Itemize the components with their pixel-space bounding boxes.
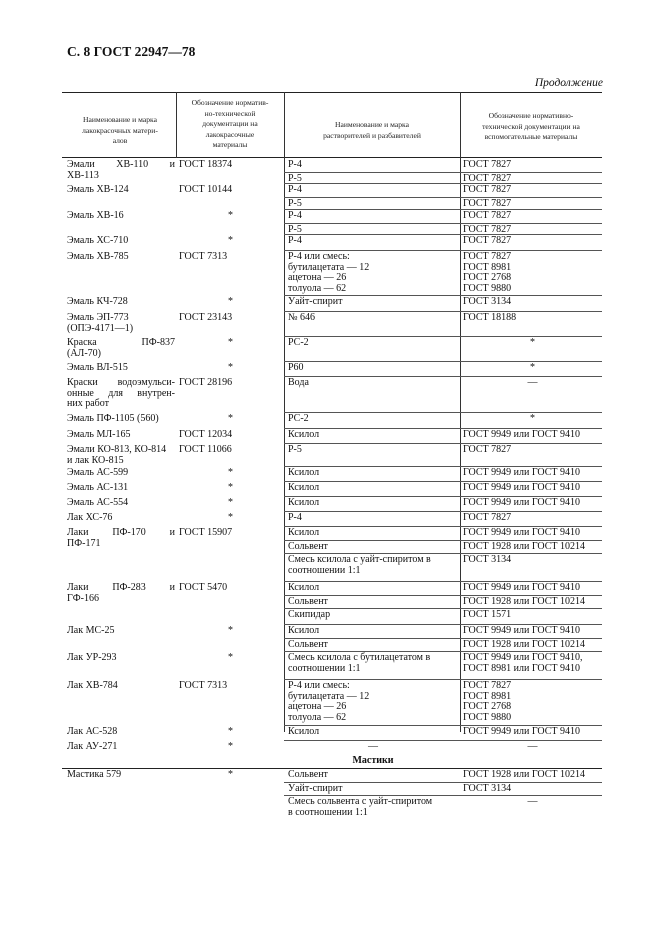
- header-material: [64, 115, 176, 147]
- solvent-name: [288, 498, 458, 509]
- header-line: растворителей и разбавителей: [323, 130, 421, 140]
- material-standard: *: [228, 512, 233, 523]
- aux-standard: [463, 160, 602, 171]
- material-name: [67, 160, 175, 181]
- aux-standard: [463, 483, 602, 494]
- material-name: [67, 430, 175, 441]
- material-standard: *: [228, 337, 233, 348]
- cell-line: —: [368, 741, 378, 752]
- cell-line: ГОСТ 9880: [463, 711, 512, 723]
- cell-line: Мастика 579: [67, 769, 122, 780]
- group-divider: [284, 197, 602, 198]
- header-line: Обозначение нормативно-: [488, 111, 574, 120]
- cell-line: ГОСТ 8981 или ГОСТ 9410: [463, 662, 581, 674]
- material-standard: ГОСТ 5470: [179, 582, 228, 593]
- cell-line: ГОСТ 9949 или ГОСТ 9410: [463, 726, 581, 737]
- row-divider: [284, 624, 602, 625]
- row-divider: [284, 740, 602, 741]
- cell-line: ГОСТ 1928 или ГОСТ 10214: [463, 540, 586, 552]
- row-divider: [284, 511, 602, 512]
- cell-line: ГОСТ 9949 или ГОСТ 9410: [463, 429, 581, 440]
- solvent-name: [288, 363, 458, 374]
- cell-line: *: [530, 413, 535, 424]
- material-standard: *: [228, 741, 233, 752]
- solvent-name: [288, 414, 458, 425]
- table-header-rule: [62, 157, 602, 158]
- row-divider: [284, 526, 602, 527]
- cell-line: ГОСТ 7827: [463, 512, 512, 523]
- cell-line: ГОСТ 1928 или ГОСТ 10214: [463, 769, 586, 780]
- cell-line: РС-2: [288, 413, 309, 424]
- cell-line: ацетона — 26: [288, 701, 347, 712]
- cell-line: Сольвент: [288, 540, 328, 552]
- cell-line: Краски водоэмульси-: [67, 377, 175, 388]
- cell-line: Лак МС-25: [67, 625, 115, 636]
- solvent-name: [288, 199, 458, 210]
- cell-line: онные для внутрен-: [67, 387, 175, 399]
- header-line: алов: [112, 136, 128, 145]
- cell-line: ГОСТ 18188: [463, 312, 517, 323]
- material-standard: *: [228, 769, 233, 780]
- cell-line: Эмали ХВ-110 и: [67, 159, 175, 170]
- row-divider: [284, 311, 602, 312]
- aux-standard: [463, 784, 602, 795]
- cell-line: ГОСТ 1928 или ГОСТ 10214: [463, 595, 586, 607]
- header-line: но-технической: [204, 108, 256, 118]
- header-solvent: [284, 120, 460, 141]
- row-divider: [284, 725, 602, 726]
- cell-line: ГОСТ 3134: [463, 782, 512, 794]
- cell-line: —: [527, 796, 538, 807]
- cell-line: ГОСТ 1928 или ГОСТ 10214: [463, 638, 586, 650]
- material-standard: ГОСТ 28196: [179, 377, 233, 388]
- row-divider: [284, 581, 602, 582]
- cell-line: Эмаль МЛ-165: [67, 429, 131, 440]
- cell-line: ГОСТ 7827: [463, 210, 512, 221]
- row-divider: [284, 679, 602, 680]
- aux-standard: [463, 727, 602, 738]
- cell-line: Смесь ксилола с бутилацетатом в: [288, 652, 431, 663]
- material-name: [67, 414, 175, 425]
- solvent-name: [288, 252, 458, 294]
- cell-line: Уайт-спирит: [288, 296, 343, 307]
- material-standard: *: [228, 482, 233, 493]
- cell-line: Эмаль АС-131: [67, 482, 129, 493]
- header-material-doc: [176, 98, 284, 151]
- cell-line: Лак ХС-76: [67, 512, 113, 523]
- cell-line: Лак АС-528: [67, 726, 118, 737]
- material-standard: *: [228, 362, 233, 373]
- header-line: Наименование и марка: [334, 120, 410, 129]
- aux-standard: [463, 610, 602, 621]
- row-divider: [284, 466, 602, 467]
- cell-line: ГОСТ 9949 или ГОСТ 9410: [463, 625, 581, 636]
- group-divider: [284, 782, 602, 783]
- cell-line: ГОСТ 7827: [463, 444, 512, 455]
- cell-line: ГОСТ 1571: [463, 609, 512, 620]
- material-name: [67, 626, 175, 637]
- cell-line: ГОСТ 3134: [463, 554, 512, 565]
- cell-line: Ксилол: [288, 497, 320, 508]
- group-divider: [284, 553, 602, 554]
- aux-standard: [463, 211, 602, 222]
- aux-standard: [463, 513, 602, 524]
- aux-standard: [463, 555, 602, 566]
- cell-line: Эмаль АС-554: [67, 497, 129, 508]
- row-divider: [284, 361, 602, 362]
- aux-standard: [463, 313, 602, 324]
- header-line: Обозначение норматив-: [191, 98, 269, 107]
- cell-line: Эмаль ХВ-124: [67, 184, 129, 195]
- material-name: [67, 653, 175, 664]
- material-name: [67, 363, 175, 374]
- aux-standard: [463, 681, 602, 723]
- cell-line: ПФ-171: [67, 537, 101, 549]
- aux-standard: [463, 468, 602, 479]
- material-name: [67, 185, 175, 196]
- cell-line: Р-5: [288, 223, 302, 235]
- cell-line: Р60: [288, 362, 304, 373]
- material-name: [67, 528, 175, 549]
- header-line: лакокрасочные: [205, 129, 255, 139]
- solvent-name: [288, 468, 458, 479]
- cell-line: Эмаль ХС-710: [67, 235, 129, 246]
- cell-line: № 646: [288, 312, 316, 323]
- cell-line: ГОСТ 9949 или ГОСТ 9410: [463, 467, 581, 478]
- cell-line: Р-4: [288, 159, 302, 170]
- material-name: [67, 338, 175, 359]
- material-standard: ГОСТ 12034: [179, 429, 233, 440]
- material-standard: *: [228, 413, 233, 424]
- material-name: [67, 727, 175, 738]
- cell-line: Ксилол: [288, 582, 320, 593]
- material-standard: *: [228, 235, 233, 246]
- aux-standard: [463, 363, 602, 374]
- cell-line: Р-4: [288, 210, 302, 221]
- solvent-name: [288, 542, 458, 553]
- page-header: С. 8 ГОСТ 22947—78: [67, 44, 196, 59]
- cell-line: ГОСТ 3134: [463, 296, 512, 307]
- solvent-name: [288, 784, 458, 795]
- cell-line: Краска ПФ-837: [67, 337, 175, 348]
- cell-line: Ксилол: [288, 467, 320, 478]
- aux-standard: [463, 597, 602, 608]
- material-standard: ГОСТ 7313: [179, 680, 228, 691]
- aux-standard: [463, 742, 602, 753]
- cell-line: ГОСТ 9949 или ГОСТ 9410: [463, 527, 581, 538]
- group-divider: [284, 608, 602, 609]
- material-standard: ГОСТ 10144: [179, 184, 233, 195]
- cell-line: Ксилол: [288, 625, 320, 636]
- cell-line: *: [530, 337, 535, 348]
- solvent-name: [288, 445, 458, 456]
- cell-line: Р-4: [288, 512, 302, 523]
- solvent-name: [288, 653, 458, 674]
- cell-line: ХВ-113: [67, 169, 99, 181]
- header-line: лакокрасочных матери-: [82, 125, 158, 135]
- solvent-name: [288, 583, 458, 594]
- solvent-name: [288, 528, 458, 539]
- aux-standard: [463, 252, 602, 294]
- cell-line: бутилацетата — 12: [288, 261, 370, 273]
- cell-line: ГОСТ 8981: [463, 261, 512, 273]
- section-title: Мастики: [352, 755, 394, 766]
- group-divider: [284, 795, 602, 796]
- row-divider: [284, 250, 602, 251]
- material-name: [67, 378, 175, 410]
- material-standard: *: [228, 625, 233, 636]
- cell-line: Лак УР-293: [67, 652, 117, 663]
- cell-line: и лак КО-815: [67, 454, 124, 466]
- solvent-name: [288, 378, 458, 389]
- material-name: [67, 313, 175, 334]
- solvent-name: [288, 483, 458, 494]
- table-top-rule: [62, 92, 602, 93]
- solvent-name: [288, 297, 458, 308]
- cell-line: Эмаль ВЛ-515: [67, 362, 128, 373]
- material-name: [67, 297, 175, 308]
- solvent-name: [288, 797, 458, 818]
- row-divider: [284, 443, 602, 444]
- material-standard: ГОСТ 7313: [179, 251, 228, 262]
- solvent-name: [288, 681, 458, 723]
- material-standard: *: [228, 497, 233, 508]
- material-standard: ГОСТ 23143: [179, 312, 233, 323]
- cell-line: Р-5: [288, 444, 302, 455]
- cell-line: Эмаль ХВ-16: [67, 210, 124, 221]
- solvent-name: [288, 185, 458, 196]
- cell-line: Сольвент: [288, 769, 328, 780]
- cell-line: Ксилол: [288, 726, 320, 737]
- solvent-name: [288, 338, 458, 349]
- material-name: [67, 681, 175, 692]
- group-divider: [284, 223, 602, 224]
- material-name: [67, 483, 175, 494]
- aux-standard: [463, 626, 602, 637]
- cell-line: в соотношении 1:1: [288, 806, 368, 818]
- cell-line: Р-5: [288, 197, 302, 209]
- cell-line: Эмаль ХВ-785: [67, 251, 129, 262]
- solvent-name: [288, 727, 458, 738]
- cell-line: них работ: [67, 398, 109, 409]
- cell-line: ГОСТ 9949 или ГОСТ 9410: [463, 582, 581, 593]
- material-standard: ГОСТ 18374: [179, 159, 233, 170]
- header-line: вспомогательные материалы: [484, 132, 578, 141]
- aux-standard: [463, 445, 602, 456]
- cell-line: —: [527, 377, 538, 388]
- cell-line: РС-2: [288, 337, 309, 348]
- material-standard: *: [228, 210, 233, 221]
- cell-line: Эмаль ПФ-1105 (560): [67, 413, 159, 424]
- material-standard: *: [228, 726, 233, 737]
- row-divider: [284, 376, 602, 377]
- row-divider: [284, 428, 602, 429]
- aux-standard: [463, 542, 602, 553]
- row-divider: [284, 412, 602, 413]
- cell-line: ГОСТ 7827: [463, 197, 512, 209]
- cell-line: Р-4: [288, 235, 302, 246]
- cell-line: ацетона — 26: [288, 272, 347, 283]
- material-standard: *: [228, 467, 233, 478]
- header-aux-doc: [460, 111, 602, 143]
- aux-standard: [463, 338, 602, 349]
- cell-line: Р-5: [288, 172, 302, 184]
- aux-standard: [463, 653, 602, 674]
- aux-standard: [463, 185, 602, 196]
- cell-line: Р-4 или смесь:: [288, 251, 350, 262]
- cell-line: соотношении 1:1: [288, 662, 361, 674]
- row-divider: [284, 496, 602, 497]
- material-name: [67, 236, 175, 247]
- solvent-name: [288, 610, 458, 621]
- cell-line: бутилацетата — 12: [288, 690, 370, 702]
- group-divider: [284, 595, 602, 596]
- cell-line: Эмаль АС-599: [67, 467, 129, 478]
- solvent-name: [288, 742, 458, 753]
- cell-line: ГОСТ 9880: [463, 282, 512, 294]
- material-name: [67, 513, 175, 524]
- aux-standard: [463, 297, 602, 308]
- solvent-name: [288, 430, 458, 441]
- cell-line: ГОСТ 7827: [463, 235, 512, 246]
- cell-line: ГОСТ 9949 или ГОСТ 9410: [463, 482, 581, 493]
- cell-line: толуола — 62: [288, 282, 347, 294]
- cell-line: ГОСТ 9949 или ГОСТ 9410,: [463, 652, 583, 663]
- cell-line: Ксилол: [288, 482, 320, 493]
- material-name: [67, 770, 175, 781]
- cell-line: Эмали КО-813, КО-814: [67, 444, 167, 455]
- column-divider: [176, 92, 177, 158]
- row-divider: [284, 336, 602, 337]
- cell-line: Лаки ПФ-170 и: [67, 527, 175, 538]
- cell-line: Сольвент: [288, 638, 328, 650]
- cell-line: ГОСТ 7827: [463, 680, 512, 691]
- material-standard: ГОСТ 15907: [179, 527, 233, 538]
- solvent-name: [288, 770, 458, 781]
- aux-standard: [463, 430, 602, 441]
- solvent-name: [288, 236, 458, 247]
- cell-line: ГОСТ 7827: [463, 172, 512, 184]
- aux-standard: [463, 199, 602, 210]
- cell-line: ГОСТ 9949 или ГОСТ 9410: [463, 497, 581, 508]
- cell-line: ГОСТ 7827: [463, 184, 512, 195]
- row-divider: [284, 209, 602, 210]
- cell-line: Лак ХВ-784: [67, 680, 118, 691]
- group-divider: [284, 638, 602, 639]
- solvent-name: [288, 160, 458, 171]
- solvent-name: [288, 555, 458, 576]
- aux-standard: [463, 583, 602, 594]
- material-name: [67, 252, 175, 263]
- cell-line: Смесь ксилола с уайт-спиритом в: [288, 554, 431, 565]
- cell-line: Уайт-спирит: [288, 782, 343, 794]
- cell-line: Скипидар: [288, 609, 331, 620]
- cell-line: ГОСТ 7827: [463, 223, 512, 235]
- aux-standard: [463, 797, 602, 808]
- material-name: [67, 211, 175, 222]
- cell-line: *: [530, 362, 535, 373]
- solvent-name: [288, 313, 458, 324]
- cell-line: толуола — 62: [288, 711, 347, 723]
- header-line: технической документации на: [482, 121, 580, 131]
- aux-standard: [463, 640, 602, 651]
- cell-line: ГФ-166: [67, 592, 100, 604]
- cell-line: ГОСТ 2768: [463, 701, 512, 712]
- header-line: Наименование и марка: [82, 115, 158, 124]
- cell-line: ГОСТ 7827: [463, 159, 512, 170]
- row-divider: [284, 295, 602, 296]
- group-divider: [284, 540, 602, 541]
- aux-standard: [463, 236, 602, 247]
- cell-line: (ОПЭ-4171—1): [67, 322, 134, 334]
- row-divider: [284, 234, 602, 235]
- cell-line: ГОСТ 7827: [463, 251, 512, 262]
- material-standard: ГОСТ 11066: [179, 444, 232, 455]
- cell-line: соотношении 1:1: [288, 564, 361, 576]
- cell-line: Лак АУ-271: [67, 741, 118, 752]
- header-line: материалы: [212, 140, 248, 149]
- solvent-name: [288, 597, 458, 608]
- row-divider: [284, 651, 602, 652]
- row-divider: [284, 183, 602, 184]
- solvent-name: [288, 513, 458, 524]
- material-standard: *: [228, 296, 233, 307]
- cell-line: Сольвент: [288, 595, 328, 607]
- cell-line: Эмаль КЧ-728: [67, 296, 128, 307]
- aux-standard: [463, 414, 602, 425]
- solvent-name: [288, 211, 458, 222]
- aux-standard: [463, 528, 602, 539]
- cell-line: ГОСТ 2768: [463, 272, 512, 283]
- cell-line: Вода: [288, 377, 309, 388]
- cell-line: Эмаль ЭП-773: [67, 312, 129, 323]
- cell-line: Ксилол: [288, 527, 320, 538]
- row-divider: [284, 481, 602, 482]
- cell-line: Смесь сольвента с уайт-спиритом: [288, 796, 433, 807]
- solvent-name: [288, 626, 458, 637]
- aux-standard: [463, 498, 602, 509]
- material-name: [67, 445, 175, 466]
- aux-standard: [463, 770, 602, 781]
- cell-line: ГОСТ 8981: [463, 690, 512, 702]
- header-line: документации на: [202, 119, 258, 128]
- material-name: [67, 742, 175, 753]
- cell-line: Ксилол: [288, 429, 320, 440]
- cell-line: Лаки ПФ-283 и: [67, 582, 175, 593]
- material-standard: *: [228, 652, 233, 663]
- cell-line: —: [527, 741, 538, 752]
- aux-standard: [463, 378, 602, 389]
- cell-line: Р-4: [288, 184, 302, 195]
- solvent-name: [288, 640, 458, 651]
- material-name: [67, 498, 175, 509]
- group-divider: [284, 172, 602, 173]
- continuation-label: Продолжение: [534, 77, 603, 89]
- cell-line: Р-4 или смесь:: [288, 680, 350, 691]
- material-name: [67, 468, 175, 479]
- material-name: [67, 583, 175, 604]
- cell-line: (АЛ-70): [67, 347, 101, 359]
